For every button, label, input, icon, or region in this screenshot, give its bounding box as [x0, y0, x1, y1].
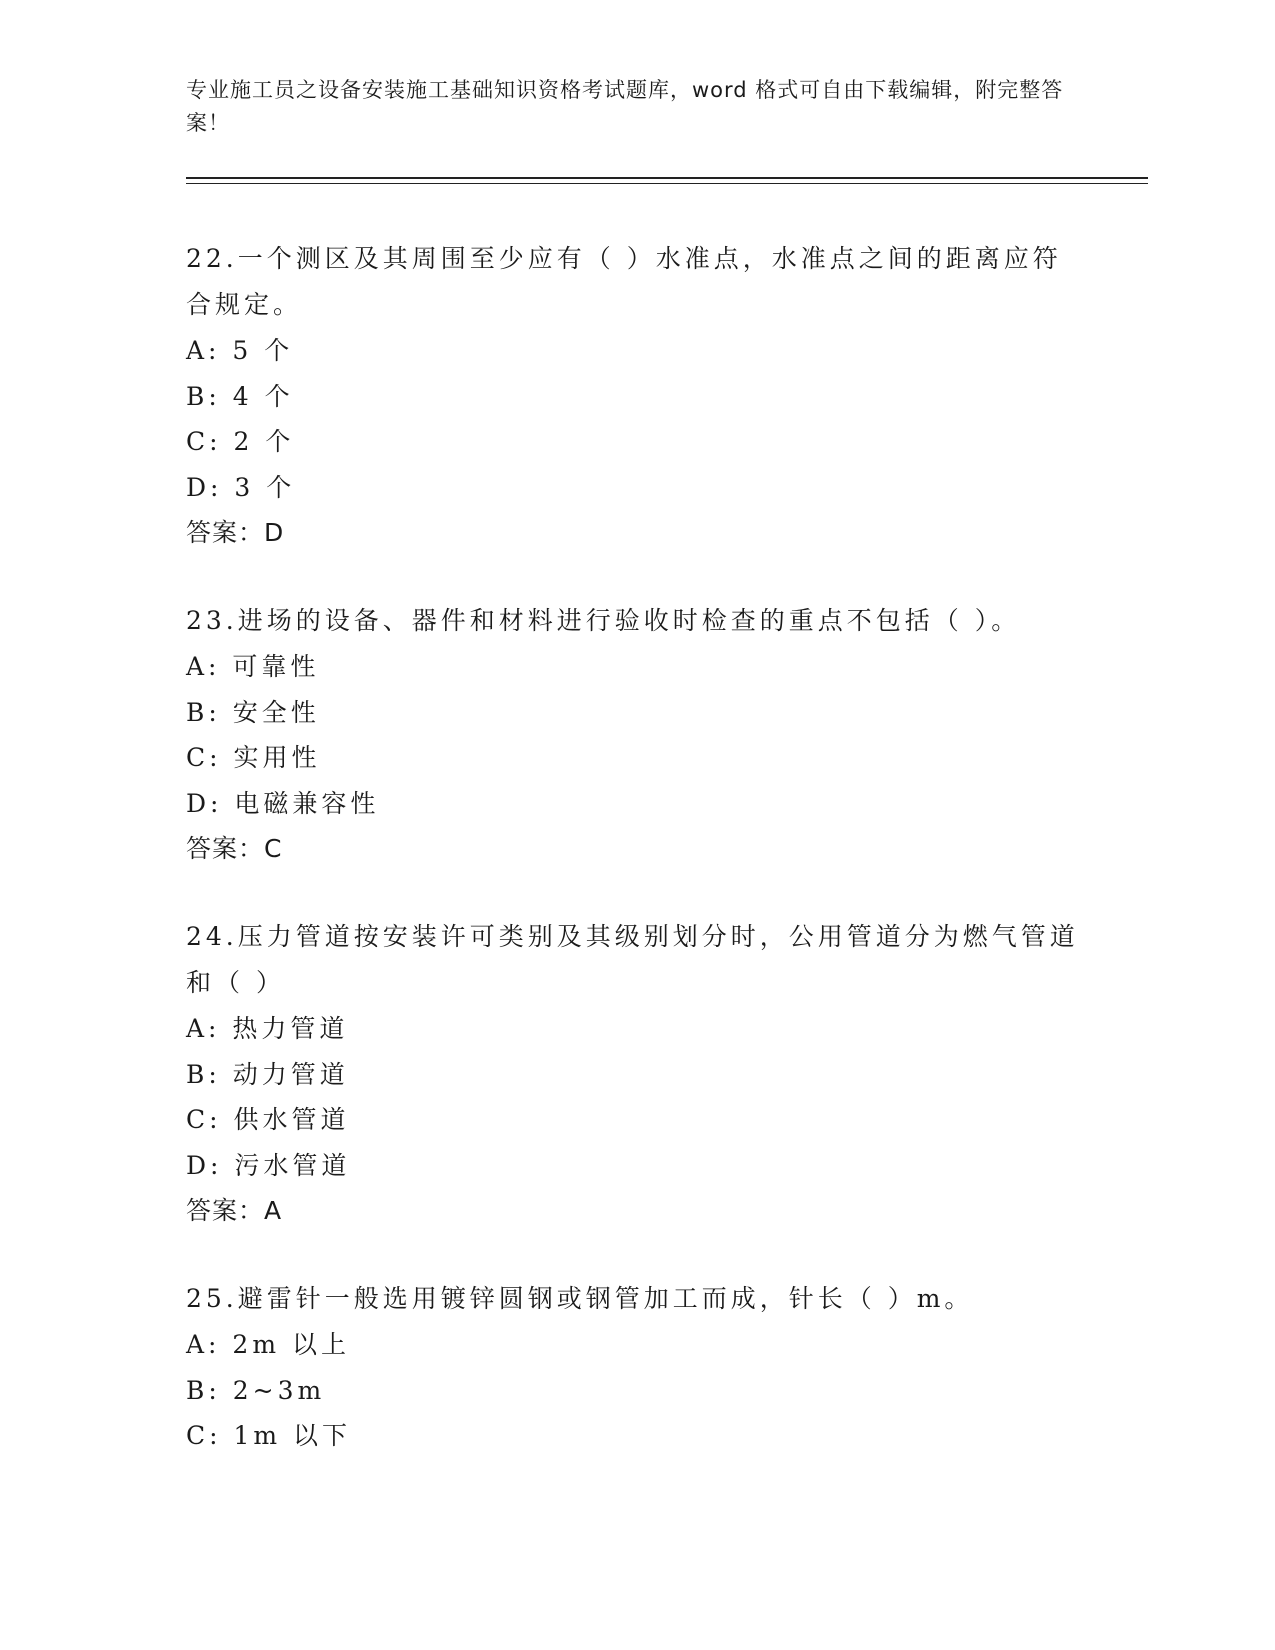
option-c: C: 1m 以下 — [186, 1421, 352, 1450]
header-divider — [186, 177, 1148, 184]
option-a: A: 热力管道 — [186, 1014, 349, 1043]
answer-line: 答案：D — [186, 518, 285, 547]
question-stem: 24.压力管道按安装许可类别及其级别划分时，公用管道分为燃气管道和（ ） — [186, 922, 1079, 997]
question-stem: 25.避雷针一般选用镀锌圆钢或钢管加工而成，针长（ ）m。 — [186, 1284, 974, 1313]
question-25 — [186, 1276, 1086, 1459]
option-c: C: 供水管道 — [186, 1105, 350, 1134]
option-b: B: 4 个 — [186, 381, 294, 411]
question-list — [186, 236, 1086, 1501]
answer-line: 答案：A — [186, 1196, 283, 1225]
option-b: B: 安全性 — [186, 697, 320, 727]
option-d: D: 污水管道 — [186, 1150, 351, 1180]
option-b: B: 2~3m — [186, 1375, 326, 1405]
option-c: C: 实用性 — [186, 743, 321, 772]
option-d: D: 3 个 — [186, 472, 296, 502]
question-stem: 22.一个测区及其周围至少应有（ ）水准点，水准点之间的距离应符合规定。 — [186, 244, 1062, 319]
answer-line: 答案：C — [186, 834, 283, 863]
option-a: A: 可靠性 — [186, 652, 320, 681]
option-c: C: 2 个 — [186, 427, 295, 456]
option-d: D: 电磁兼容性 — [186, 788, 380, 818]
question-23 — [186, 598, 1086, 872]
question-stem: 23.进场的设备、器件和材料进行验收时检查的重点不包括（ ）。 — [186, 606, 1021, 635]
header-title: 专业施工员之设备安装施工基础知识资格考试题库，word 格式可自由下载编辑，附完整答案！ — [186, 78, 1064, 135]
question-22 — [186, 236, 1086, 556]
option-a: A: 5 个 — [186, 336, 294, 365]
document-header — [186, 74, 1086, 140]
option-b: B: 动力管道 — [186, 1059, 349, 1089]
option-a: A: 2m 以上 — [186, 1330, 350, 1359]
question-24 — [186, 914, 1086, 1234]
